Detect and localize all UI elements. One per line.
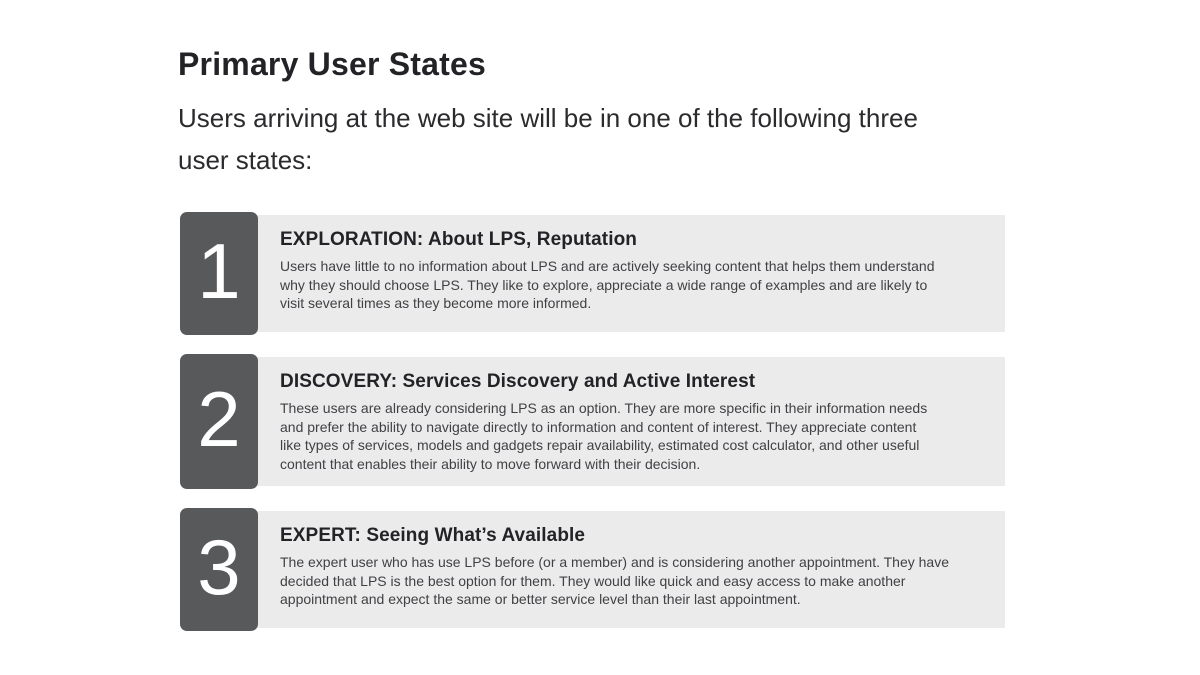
page-subtitle [178, 97, 1200, 181]
user-state-cards [180, 215, 1005, 628]
card-number-box [180, 354, 258, 489]
card-number: 1 [197, 226, 241, 315]
card-body [280, 257, 997, 313]
card-number: 3 [197, 522, 241, 611]
user-state-card-exploration [180, 215, 1005, 332]
body-line: decided that LPS is the best option for them. They would like quick and easy access to make another [280, 572, 906, 589]
body-line: Users have little to no information about LPS and are actively seeking content that helps them understand [280, 258, 935, 274]
subtitle-line-1: Users arriving at the web site will be in one of the following three [178, 103, 918, 133]
subtitle-line-2: user states: [178, 145, 313, 175]
body-line: These users are already considering LPS as an option. They are more specific in their information needs [280, 400, 928, 416]
body-line: The expert user who has use LPS before (or a member) and is considering another appointment. They have [280, 554, 950, 570]
card-content-panel [251, 215, 1005, 332]
card-heading: DISCOVERY: Services Discovery and Active Interest [280, 371, 756, 392]
card-body [280, 399, 997, 473]
body-line: content that enables their ability to move forward with their decision. [280, 455, 701, 472]
card-content-panel [251, 357, 1005, 486]
card-heading: EXPLORATION: About LPS, Reputation [280, 229, 637, 250]
card-heading: EXPERT: Seeing What’s Available [280, 525, 586, 546]
page-title: Primary User States [178, 46, 486, 82]
user-state-card-expert [180, 511, 1005, 628]
body-line: appointment and expect the same or better service level than their last appointment. [280, 591, 801, 607]
card-number-box [180, 508, 258, 631]
card-number-box [180, 212, 258, 335]
body-line: visit several times as they become more informed. [280, 295, 592, 311]
body-line: why they should choose LPS. They like to explore, appreciate a wide range of examples and are likely to [280, 276, 928, 293]
card-body [280, 553, 997, 609]
card-number: 2 [197, 374, 241, 463]
body-line: like types of services, models and gadgets repair availability, estimated cost calculator, and other useful [280, 437, 920, 453]
card-content-panel [251, 511, 1005, 628]
user-state-card-discovery [180, 357, 1005, 486]
body-line: and prefer the ability to navigate directly to information and content of interest. They appreciate content [280, 418, 917, 435]
